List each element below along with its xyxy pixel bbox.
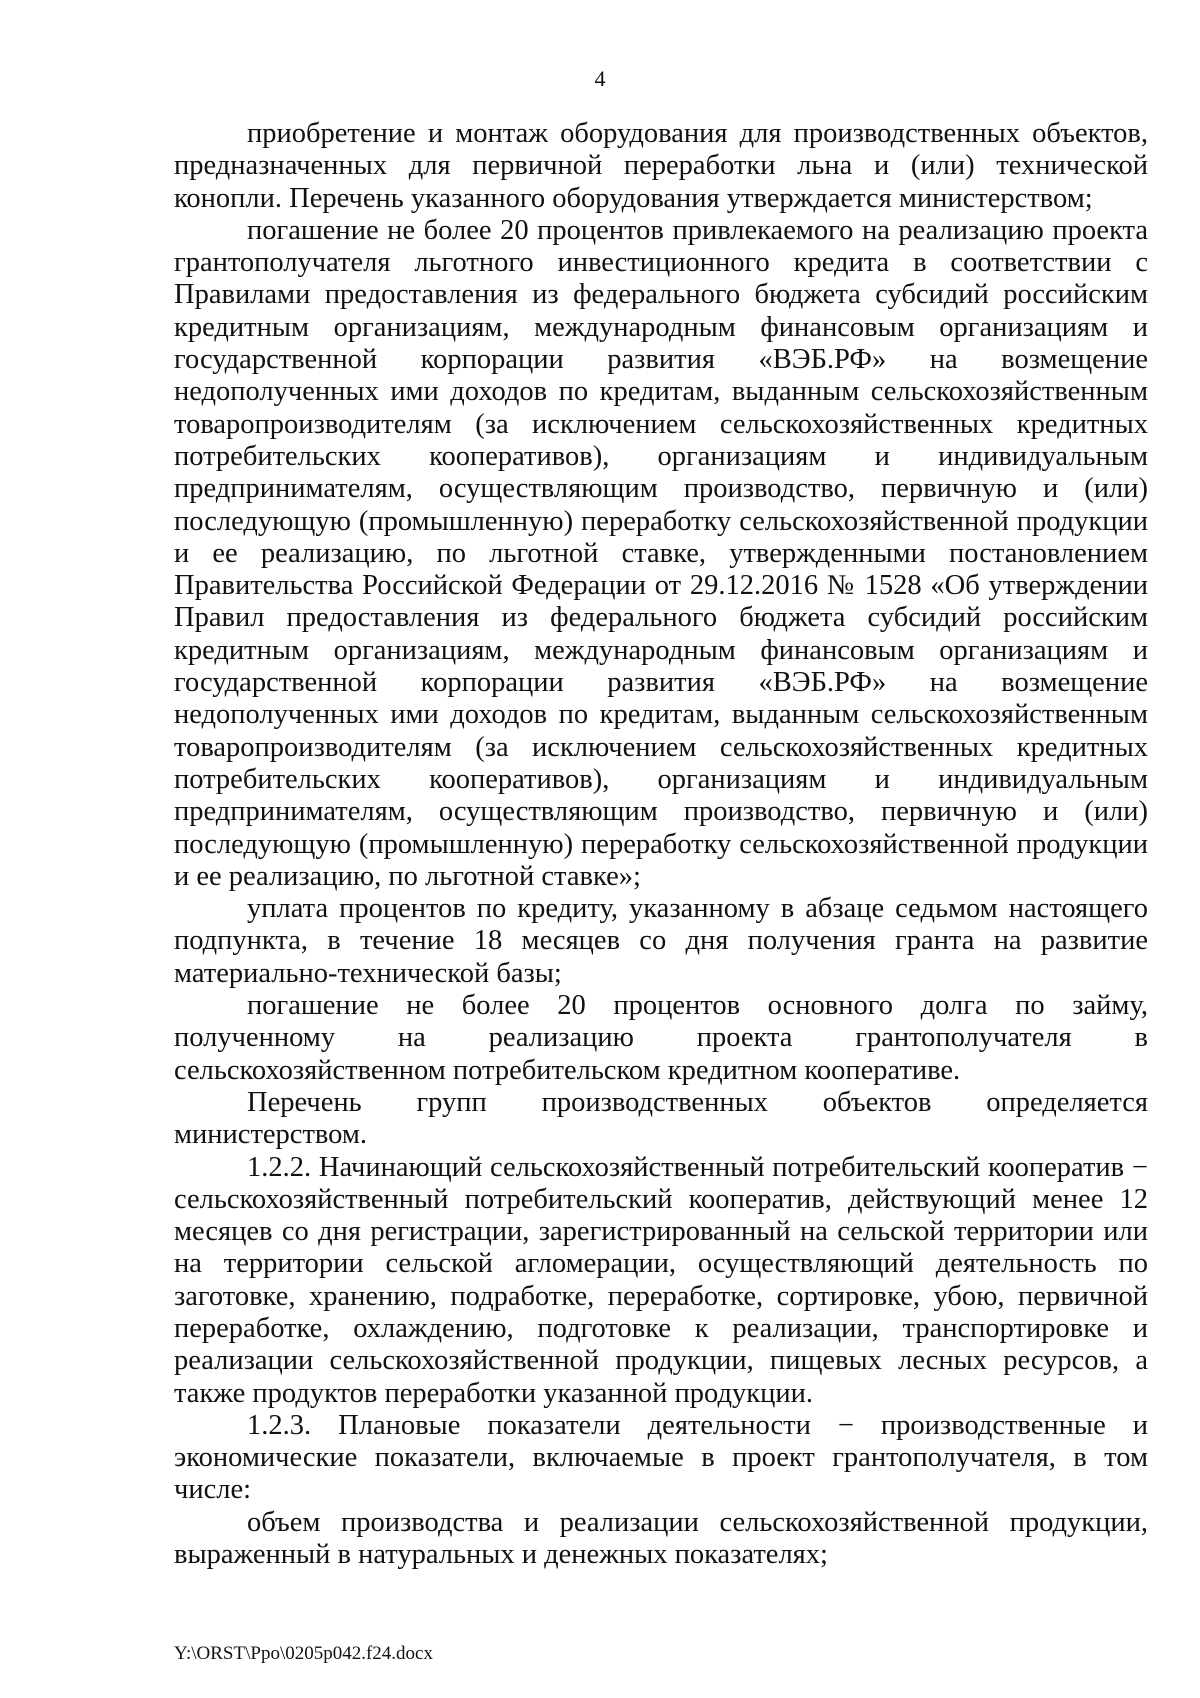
paragraph-production-volume: объем производства и реализации сельскохозяйственной продукции, выраженный в натуральных и денежных показателях;: [174, 1506, 1148, 1571]
paragraph-1-2-3: 1.2.3. Плановые показатели деятельности − производственные и экономические показатели, включаемые в проект грантополучателя, в том числе:: [174, 1409, 1148, 1506]
paragraph-loan-repayment: погашение не более 20 процентов привлекаемого на реализацию проекта грантополучателя льготного инвестиционного кредита в соответствии с Правилами предоставления из федерального бюджета субсидий российским кредитным организациям, международным финансовым организациям и государственной корпорации развития «ВЭБ.РФ» на возмещение недополученных ими доходов по кредитам, выданным сельскохозяйственным товаропроизводителям (за исключением сельскохозяйственных кредитных потребительских кооперативов), организациям и индивидуальным предпринимателям, осуществляющим производство, первичную и (или) последующую (промышленную) переработку сельскохозяйственной продукции и ее реализацию, по льготной ставке, утвержденными постановлением Правительства Российской Федерации от 29.12.2016 № 1528 «Об утверждении Правил предоставления из федерального бюджета субсидий российским кредитным организациям, международным финансовым организациям и государственной корпорации развития «ВЭБ.РФ» на возмещение недополученных ими доходов по кредитам, выданным сельскохозяйственным товаропроизводителям (за исключением сельскохозяйственных кредитных потребительских кооперативов), организациям и индивидуальным предпринимателям, осуществляющим производство, первичную и (или) последующую (промышленную) переработку сельскохозяйственной продукции и ее реализацию, по льготной ставке»;: [174, 214, 1148, 892]
paragraph-equipment: приобретение и монтаж оборудования для производственных объектов, предназначенных для первичной переработки льна и (или) технической конопли. Перечень указанного оборудования утверждается министерством;: [174, 118, 1148, 214]
paragraph-1-2-2: 1.2.2. Начинающий сельскохозяйственный потребительский кооператив − сельскохозяйственный потребительский кооператив, действующий менее 12 месяцев со дня регистрации, зарегистрированный на сельской территории или на территории сельской агломерации, осуществляющий деятельность по заготовке, хранению, подработке, переработке, сортировке, убою, первичной переработке, охлаждению, подготовке к реализации, транспортировке и реализации сельскохозяйственной продукции, пищевых лесных ресурсов, а также продуктов переработки указанной продукции.: [174, 1151, 1148, 1409]
paragraph-interest-payment: уплата процентов по кредиту, указанному в абзаце седьмом настоящего подпункта, в течение 18 месяцев со дня получения гранта на развитие материально-технической базы;: [174, 893, 1148, 989]
document-body: [174, 118, 1148, 1571]
paragraph-debt-repayment: погашение не более 20 процентов основного долга по займу, полученному на реализацию проекта грантополучателя в сельскохозяйственном потребительском кредитном кооперативе.: [174, 990, 1148, 1086]
paragraph-object-groups: Перечень групп производственных объектов определяется министерством.: [174, 1086, 1148, 1151]
page-number: 4: [594, 66, 606, 91]
footer-file-path: Y:\ORST\Ppo\0205p042.f24.docx: [174, 1643, 433, 1664]
